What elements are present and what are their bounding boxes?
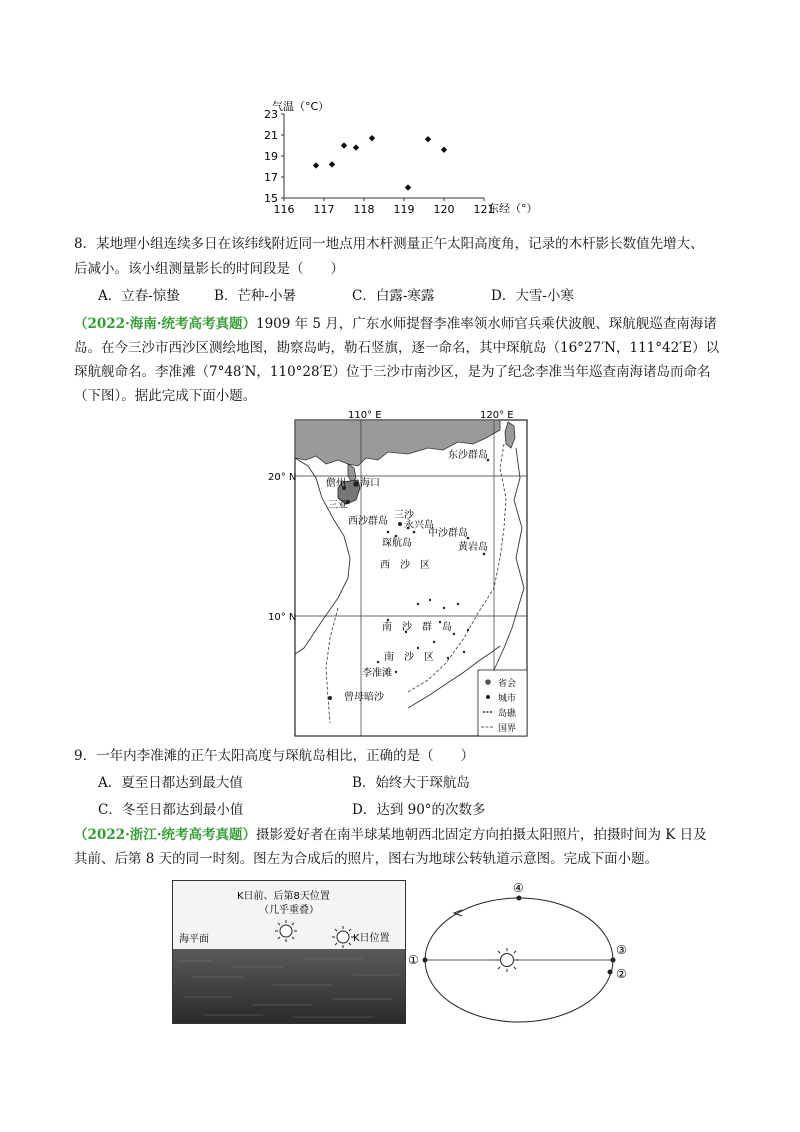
zhejiang-passage-line2: 其前、后第 8 天的同一时刻。图左为合成后的照片，图右为地球公转轨道示意图。完成下面小题。 bbox=[74, 851, 659, 867]
hainan-source: （2022·海南·统考高考真题） bbox=[74, 316, 256, 332]
photo-k-day-label: K日位置 bbox=[353, 933, 390, 944]
data-point bbox=[405, 184, 411, 190]
x-tick-label: 118 bbox=[353, 203, 375, 216]
label-lizhuntan: 李准滩 bbox=[362, 668, 392, 679]
data-point bbox=[369, 135, 375, 141]
data-point bbox=[353, 144, 359, 150]
y-tick-label: 19 bbox=[264, 150, 278, 163]
q8-stem-line2: 后减小。该小组测量影长的时间段是（ ） bbox=[74, 261, 344, 277]
label-danzhou: 儋州 bbox=[326, 478, 346, 489]
zhejiang-text-1: 摄影爱好者在南半球某地朝西北固定方向拍摄太阳照片，拍摄时间为 K 日及 bbox=[255, 827, 707, 843]
data-point bbox=[329, 161, 335, 167]
x-tick-label: 119 bbox=[393, 203, 415, 216]
q8-option-b[interactable]: B．芒种-小暑 bbox=[214, 288, 296, 304]
y-tick-label: 15 bbox=[264, 192, 278, 205]
orbit-point-1 bbox=[423, 958, 428, 963]
chart-xlabel: 东经（°） bbox=[488, 202, 538, 215]
zhejiang-source: （2022·浙江·统考高考真题） bbox=[74, 827, 256, 843]
q9-option-d[interactable]: D．达到 90°的次数多 bbox=[352, 802, 486, 818]
sansha-city-dot bbox=[398, 522, 402, 526]
q9-option-a[interactable]: A．夏至日都达到最大值 bbox=[98, 775, 243, 791]
label-chenhang: 琛航岛 bbox=[382, 538, 412, 549]
q9-stem: 9．一年内李准滩的正午太阳高度与琛航岛相比，正确的是（ ） bbox=[74, 748, 475, 764]
legend-city: 城市 bbox=[498, 694, 517, 704]
label-120E: 120° E bbox=[480, 410, 514, 421]
label-xisha-qundao: 西沙群岛 bbox=[348, 516, 388, 527]
temperature-longitude-chart bbox=[262, 96, 552, 218]
label-20N: 20° N bbox=[268, 472, 297, 483]
label-sansha: 三沙 bbox=[394, 510, 414, 521]
y-tick-label: 21 bbox=[264, 129, 278, 142]
hainan-passage-line4: （下图）。据此完成下面小题。 bbox=[74, 388, 257, 404]
earth-orbit-diagram bbox=[406, 880, 636, 1030]
y-tick-label: 23 bbox=[264, 108, 278, 121]
photo-caption-1: K日前、后第8天位置 bbox=[237, 891, 330, 902]
label-huangyan: 黄岩岛 bbox=[458, 542, 488, 553]
x-tick-label: 117 bbox=[313, 203, 335, 216]
chart-ylabel: 气温（°C） bbox=[272, 100, 330, 113]
legend-island: 岛礁 bbox=[498, 709, 517, 719]
legend-capital-symbol bbox=[485, 679, 491, 685]
hainan-passage-line3: 琛航舰命名。李准滩（7°48′N，110°28′E）位于三沙市南沙区，是为了纪念李准当年巡查南海诸岛而命名 bbox=[74, 364, 711, 380]
label-10N: 10° N bbox=[268, 612, 297, 623]
hainan-passage-line2: 岛。在今三沙市西沙区测绘地图，勘察岛屿，勒石竖旗，逐一命名，其中琛航岛（16°27′N，111°42′E）以 bbox=[74, 340, 720, 356]
label-110E: 110° E bbox=[348, 410, 382, 421]
data-point bbox=[341, 142, 347, 148]
label-haikou: 海口 bbox=[360, 478, 380, 489]
sun-composite-photo bbox=[172, 880, 406, 1024]
label-nansha-qu: 南 沙 区 bbox=[384, 652, 434, 663]
orbit-label-4: ④ bbox=[513, 881, 524, 895]
hainan-passage-line1 bbox=[74, 312, 717, 336]
data-point bbox=[425, 136, 431, 142]
photo-sea bbox=[173, 949, 405, 1023]
x-tick-label: 116 bbox=[273, 203, 295, 216]
hainan-text-1: 1909 年 5 月，广东水师提督李准率领水师官兵乘伏波舰、琛航舰巡查南海诸 bbox=[255, 316, 717, 332]
orbit-label-3: ③ bbox=[616, 943, 627, 957]
label-xisha-qu: 西 沙 区 bbox=[380, 560, 430, 571]
label-yongxing: 永兴岛 bbox=[404, 520, 434, 531]
legend-border: 国界 bbox=[498, 724, 517, 734]
photo-graphic bbox=[173, 881, 405, 1023]
label-dongsha: 东沙群岛 bbox=[448, 450, 488, 461]
orbit-label-1: ① bbox=[408, 953, 419, 967]
label-sanya: 三亚 bbox=[328, 500, 348, 511]
orbit-point-2 bbox=[608, 970, 613, 975]
q8-option-d[interactable]: D．大雪-小寒 bbox=[491, 288, 574, 304]
y-tick-label: 17 bbox=[264, 171, 278, 184]
q8-option-c[interactable]: C．白露-寒露 bbox=[352, 288, 435, 304]
q8-option-a[interactable]: A．立春-惊蛰 bbox=[98, 288, 180, 304]
photo-caption-2: （几乎重叠） bbox=[259, 905, 319, 916]
haikou-capital-dot bbox=[353, 481, 359, 487]
legend-city-symbol bbox=[486, 695, 490, 699]
label-nansha-qundao: 南 沙 群 岛 bbox=[382, 622, 452, 633]
data-point bbox=[313, 162, 319, 168]
x-tick-label: 121 bbox=[473, 203, 495, 216]
label-zhongsha: 中沙群岛 bbox=[428, 528, 468, 539]
data-point bbox=[441, 147, 447, 153]
x-tick-label: 120 bbox=[433, 203, 455, 216]
photo-sea-level-label: 海平面 bbox=[179, 934, 209, 945]
label-zengmu: 曾母暗沙 bbox=[344, 692, 384, 703]
legend-capital: 省会 bbox=[498, 679, 517, 689]
south-china-sea-map bbox=[268, 408, 532, 738]
orbit-point-3 bbox=[611, 958, 616, 963]
q9-option-b[interactable]: B．始终大于琛航岛 bbox=[352, 775, 470, 791]
orbit-point-4 bbox=[517, 896, 522, 901]
q8-stem-line1: 8．某地理小组连续多日在该纬线附近同一地点用木杆测量正午太阳高度角，记录的木杆影长数值先增大、 bbox=[74, 236, 704, 252]
orbit-label-2: ② bbox=[616, 967, 627, 981]
q9-option-c[interactable]: C．冬至日都达到最小值 bbox=[98, 802, 244, 818]
zhejiang-passage-line1 bbox=[74, 823, 707, 847]
